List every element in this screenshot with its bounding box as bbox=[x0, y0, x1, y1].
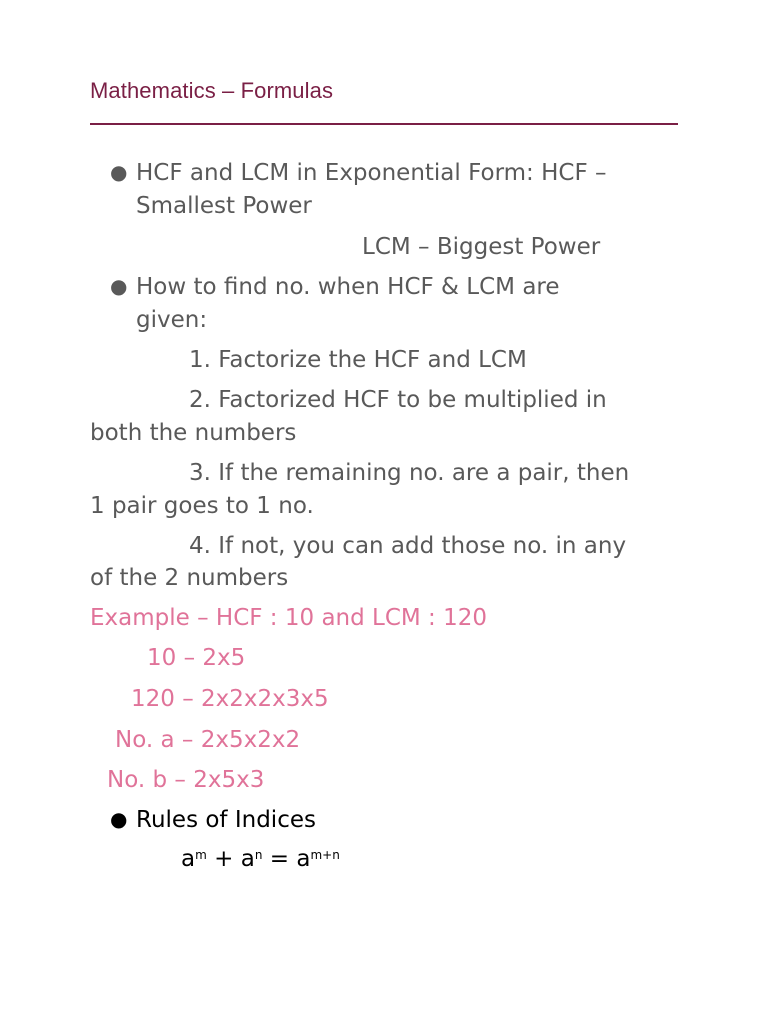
step-4-cont: of the 2 numbers bbox=[90, 565, 289, 591]
formula-exp-3: m+n bbox=[310, 848, 340, 862]
example-title: Example – HCF : 10 and LCM : 120 bbox=[90, 605, 488, 631]
formula-exp-2: n bbox=[254, 848, 263, 862]
header-divider bbox=[90, 123, 678, 125]
item1-line1: HCF and LCM in Exponential Form: HCF – bbox=[136, 160, 607, 186]
indices-formula bbox=[181, 843, 340, 876]
formula-exp-1: m bbox=[195, 848, 207, 862]
bullet-icon: ● bbox=[110, 274, 128, 298]
formula-equals: = bbox=[262, 846, 297, 872]
bullet-icon: ● bbox=[110, 160, 128, 184]
step-3: 3. If the remaining no. are a pair, then bbox=[189, 460, 630, 486]
item3-label: Rules of Indices bbox=[136, 807, 316, 833]
example-line-1: 10 – 2x5 bbox=[147, 645, 246, 671]
item2-line1: How to find no. when HCF & LCM are bbox=[136, 274, 560, 300]
formula-base-1: a bbox=[181, 846, 196, 872]
step-1: 1. Factorize the HCF and LCM bbox=[189, 347, 527, 373]
step-4: 4. If not, you can add those no. in any bbox=[189, 533, 627, 559]
page-title: Mathematics – Formulas bbox=[90, 78, 334, 103]
bullet-icon: ● bbox=[110, 807, 128, 831]
example-line-3: No. a – 2x5x2x2 bbox=[115, 727, 301, 753]
item1-line3: LCM – Biggest Power bbox=[362, 234, 601, 260]
step-3-cont: 1 pair goes to 1 no. bbox=[90, 493, 314, 519]
item1-line2: Smallest Power bbox=[136, 193, 312, 219]
example-line-4: No. b – 2x5x3 bbox=[107, 767, 265, 793]
example-line-2: 120 – 2x2x2x3x5 bbox=[131, 686, 329, 712]
step-2: 2. Factorized HCF to be multiplied in bbox=[189, 387, 607, 413]
step-2-cont: both the numbers bbox=[90, 420, 297, 446]
formula-plus: + bbox=[206, 846, 241, 872]
item2-line2: given: bbox=[136, 307, 208, 333]
formula-base-2: a bbox=[240, 846, 255, 872]
formula-base-3: a bbox=[296, 846, 311, 872]
